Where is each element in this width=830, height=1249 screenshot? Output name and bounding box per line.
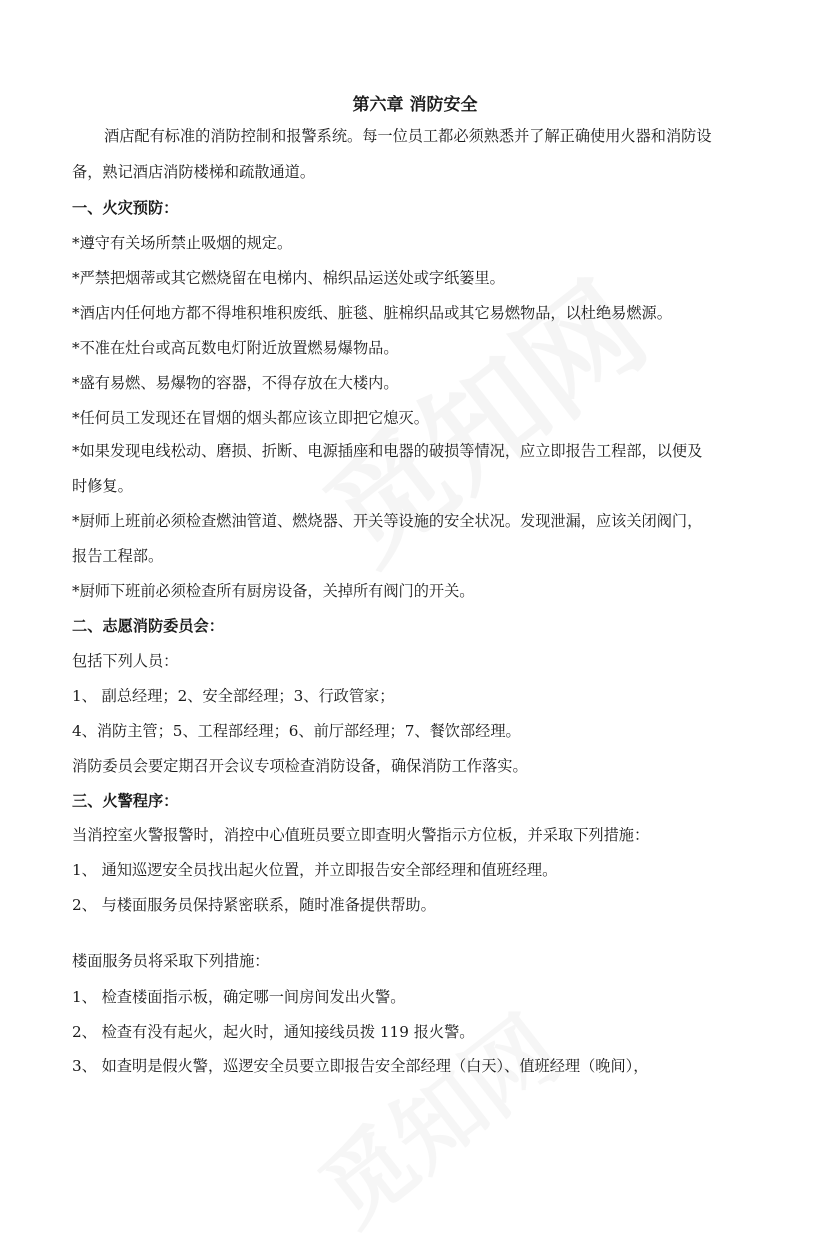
list-item: *酒店内任何地方都不得堆积堆积废纸、脏毯、脏棉织品或其它易燃物品，以杜绝易燃源。 (72, 304, 672, 322)
list-item: *不准在灶台或高瓦数电灯附近放置燃易爆物品。 (72, 339, 399, 357)
list-item: 2、 检查有没有起火，起火时，通知接线员拨 119 报火警。 (72, 1023, 475, 1041)
list-item: *如果发现电线松动、磨损、折断、电源插座和电器的破损等情况，应立即报告工程部，以便及 (72, 442, 703, 460)
list-item: 3、 如查明是假火警，巡逻安全员要立即报告安全部经理（白天）、值班经理（晚间）， (72, 1057, 649, 1075)
list-item: *厨师下班前必须检查所有厨房设备，关掉所有阀门的开关。 (72, 582, 475, 600)
list-item: *厨师上班前必须检查燃油管道、燃烧器、开关等设施的安全状况。发现泄漏，应该关闭阀门， (72, 512, 703, 530)
list-item: *盛有易燃、易爆物的容器，不得存放在大楼内。 (72, 374, 399, 392)
section-heading: 一、火灾预防： (72, 199, 179, 217)
chapter-title: 第六章 消防安全 (352, 95, 478, 115)
watermark-bottom (289, 981, 582, 1249)
paragraph-line: 消防委员会要定期召开会议专项检查消防设备，确保消防工作落实。 (72, 757, 528, 775)
paragraph-line: 当消控室火警报警时，消控中心值班员要立即查明火警指示方位板，并采取下列措施： (72, 826, 650, 844)
list-item: *任何员工发现还在冒烟的烟头都应该立即把它熄灭。 (72, 409, 429, 427)
paragraph-line: 包括下列人员： (72, 652, 179, 670)
list-item: 时修复。 (72, 477, 133, 495)
list-item: 2、 与楼面服务员保持紧密联系，随时准备提供帮助。 (72, 896, 436, 914)
paragraph-line: 楼面服务员将采取下列措施： (72, 952, 270, 970)
list-item: 1、 通知巡逻安全员找出起火位置，并立即报告安全部经理和值班经理。 (72, 861, 558, 879)
list-item: 报告工程部。 (72, 547, 164, 565)
section-heading: 二、志愿消防委员会： (72, 617, 224, 635)
section-heading: 三、火警程序： (72, 792, 179, 810)
list-item: 1、 检查楼面指示板，确定哪一间房间发出火警。 (72, 988, 406, 1006)
list-item: 4、消防主管；5、工程部经理；6、前厅部经理；7、餐饮部经理。 (72, 722, 521, 740)
list-item: *遵守有关场所禁止吸烟的规定。 (72, 234, 293, 252)
paragraph-line: 酒店配有标准的消防控制和报警系统。每一位员工都必须熟悉并了解正确使用火器和消防设 (104, 127, 712, 145)
list-item: *严禁把烟蒂或其它燃烧留在电梯内、棉织品运送处或字纸篓里。 (72, 269, 505, 287)
list-item: 1、 副总经理；2、安全部经理；3、行政管家； (72, 687, 395, 705)
paragraph-line: 备，熟记酒店消防楼梯和疏散通道。 (72, 163, 315, 181)
